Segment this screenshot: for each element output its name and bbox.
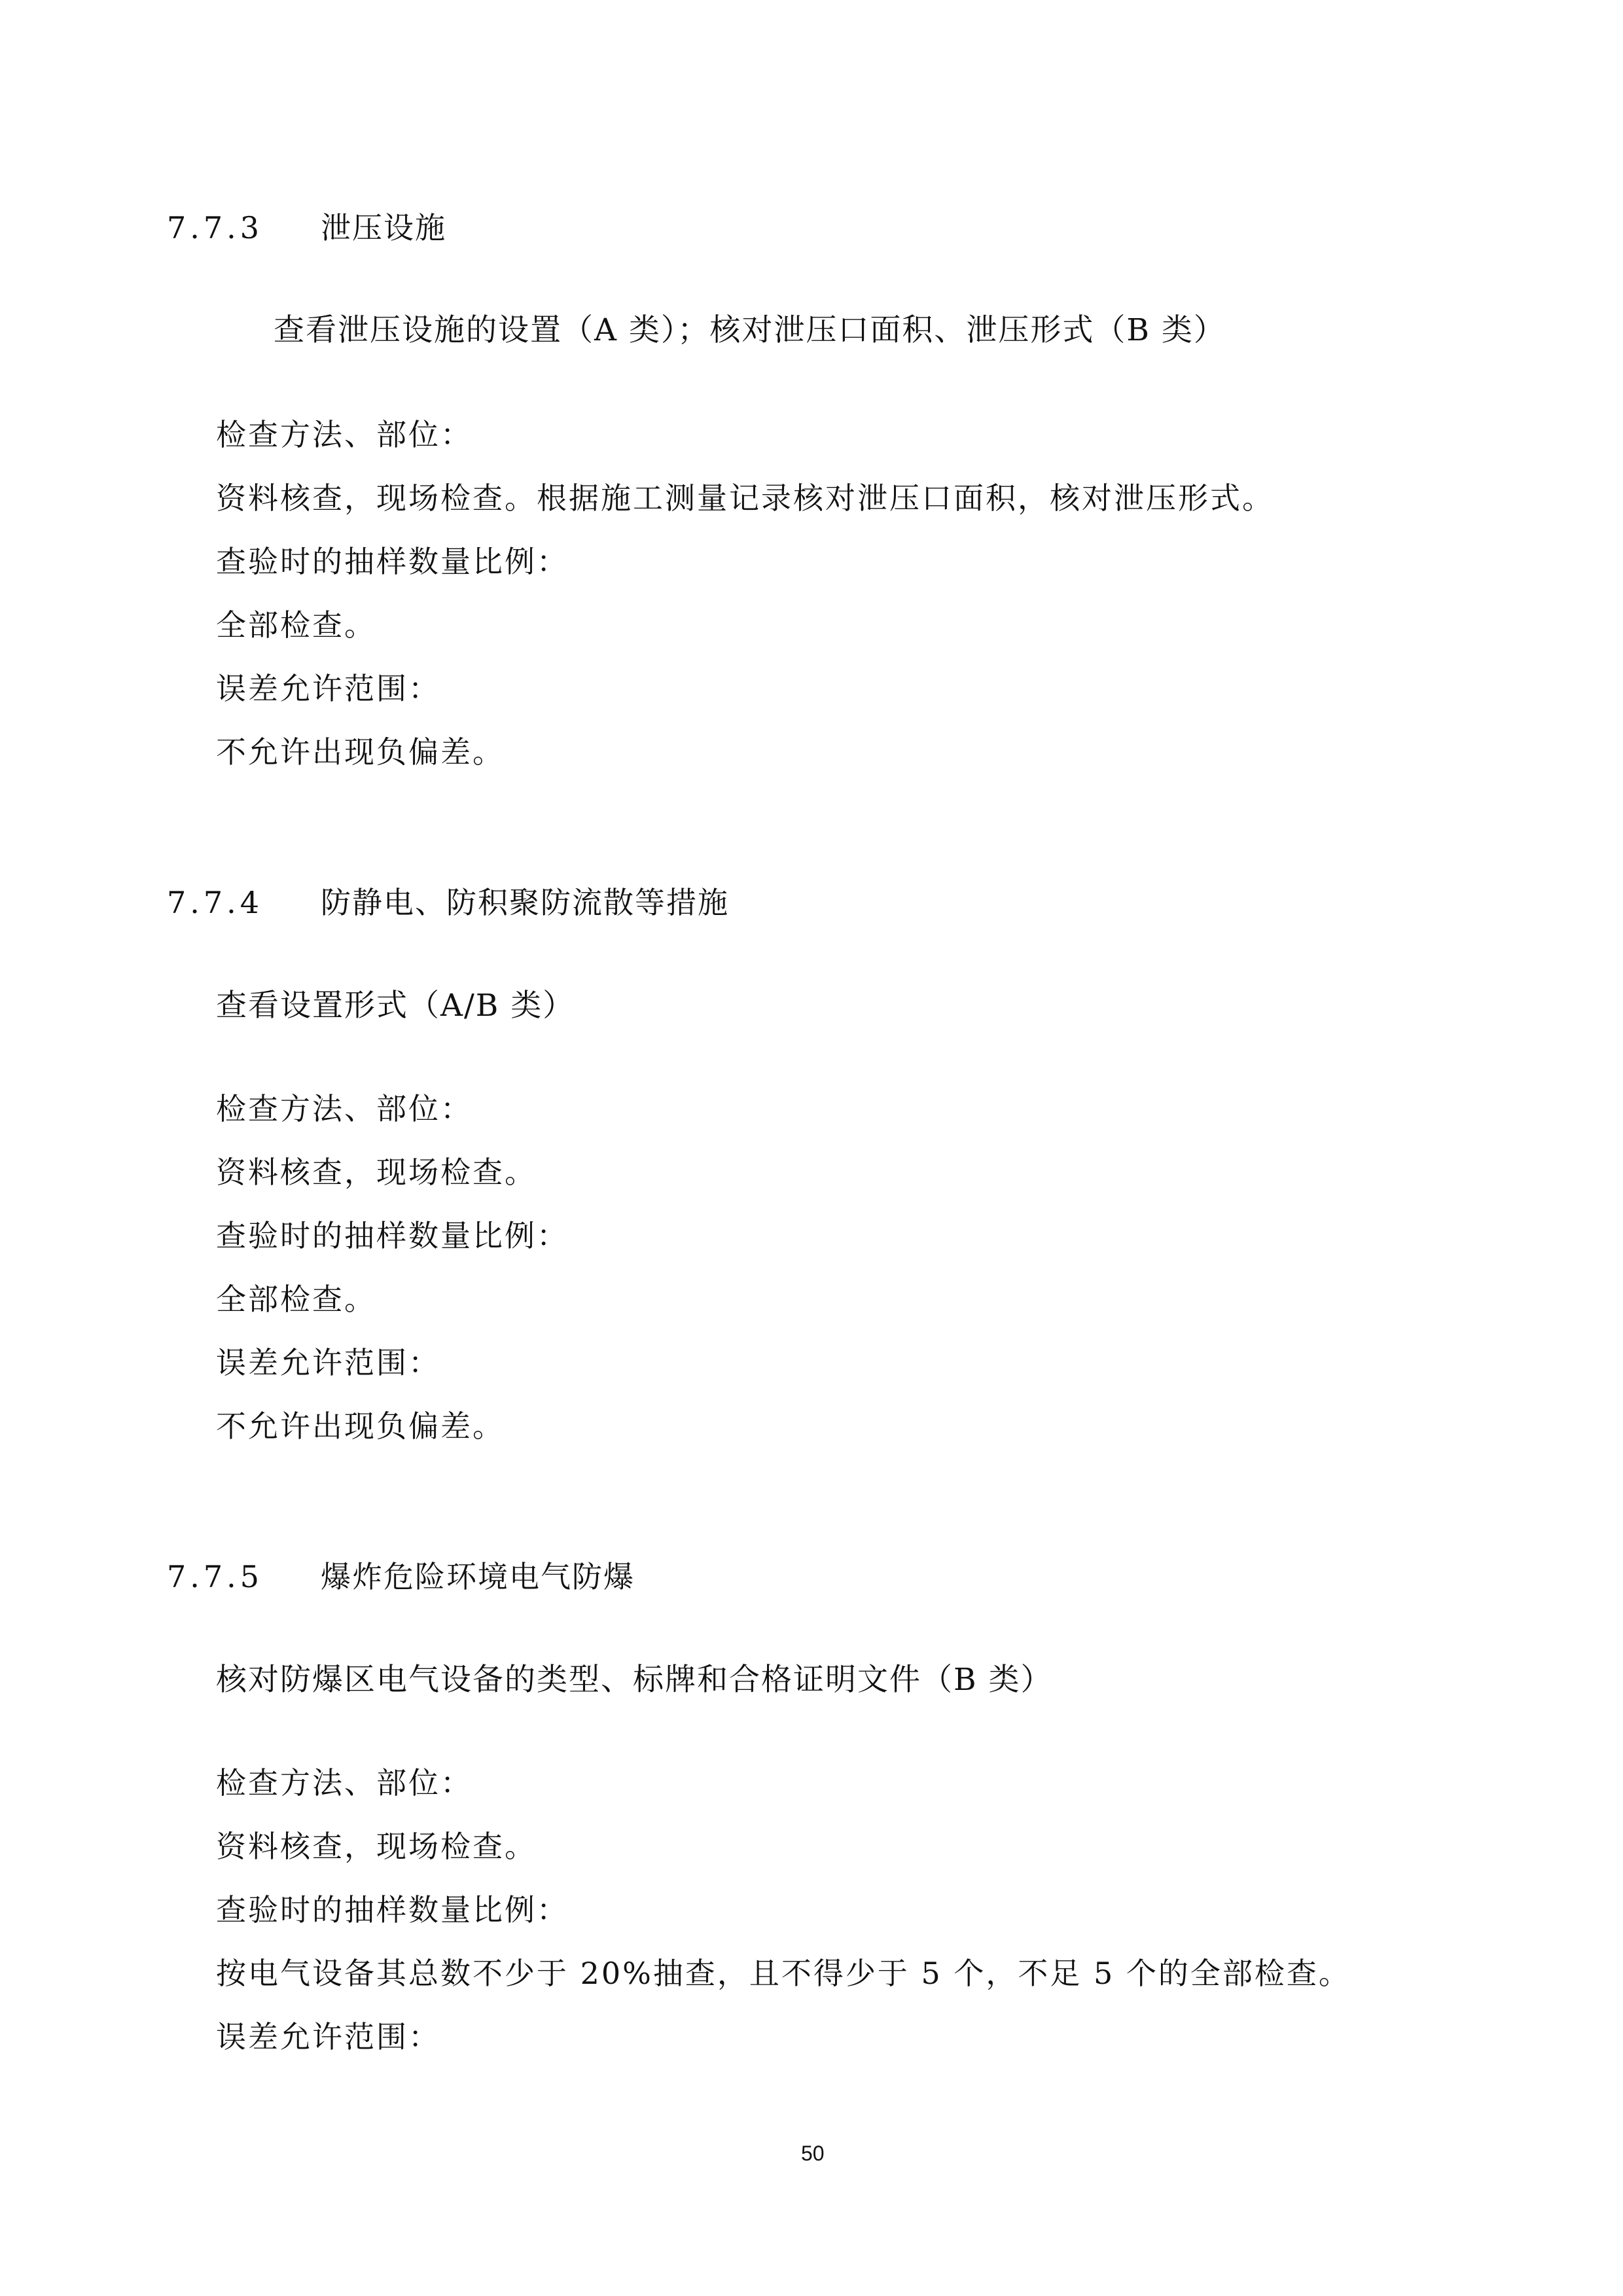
body-line: 检查方法、部位： <box>216 417 473 452</box>
section-number: 7.7.4 <box>167 885 264 920</box>
body-line: 按电气设备其总数不少于 20%抽查，且不得少于 5 个，不足 5 个的全部检查。 <box>216 1956 1351 1991</box>
section-title: 泄压设施 <box>321 210 446 245</box>
body-line: 资料核查，现场检查。根据施工测量记录核对泄压口面积，核对泄压形式。 <box>216 480 1274 516</box>
body-line: 查验时的抽样数量比例： <box>216 544 569 579</box>
body-line: 资料核查，现场检查。 <box>216 1155 537 1190</box>
section-requirement: 查看泄压设施的设置（A 类）；核对泄压口面积、泄压形式（B 类） <box>274 312 1226 348</box>
body-line: 全部检查。 <box>216 1282 376 1317</box>
section-requirement: 查看设置形式（A/B 类） <box>216 988 575 1024</box>
body-line: 误差允许范围： <box>216 671 440 706</box>
section-title: 爆炸危险环境电气防爆 <box>321 1559 635 1594</box>
body-line: 不允许出现负偏差。 <box>216 1408 505 1444</box>
page-number: 50 <box>801 2142 825 2165</box>
body-line: 不允许出现负偏差。 <box>216 734 505 770</box>
body-line: 检查方法、部位： <box>216 1765 473 1801</box>
section-number: 7.7.3 <box>167 210 264 245</box>
section-number: 7.7.5 <box>167 1559 264 1594</box>
body-line: 查验时的抽样数量比例： <box>216 1892 569 1928</box>
body-line: 资料核查，现场检查。 <box>216 1829 537 1864</box>
body-line: 全部检查。 <box>216 607 376 643</box>
body-line: 检查方法、部位： <box>216 1091 473 1126</box>
body-line: 查验时的抽样数量比例： <box>216 1218 569 1253</box>
body-line: 误差允许范围： <box>216 2019 440 2054</box>
body-line: 误差允许范围： <box>216 1345 440 1380</box>
section-title: 防静电、防积聚防流散等措施 <box>321 885 729 920</box>
section-requirement: 核对防爆区电气设备的类型、标牌和合格证明文件（B 类） <box>216 1662 1053 1698</box>
